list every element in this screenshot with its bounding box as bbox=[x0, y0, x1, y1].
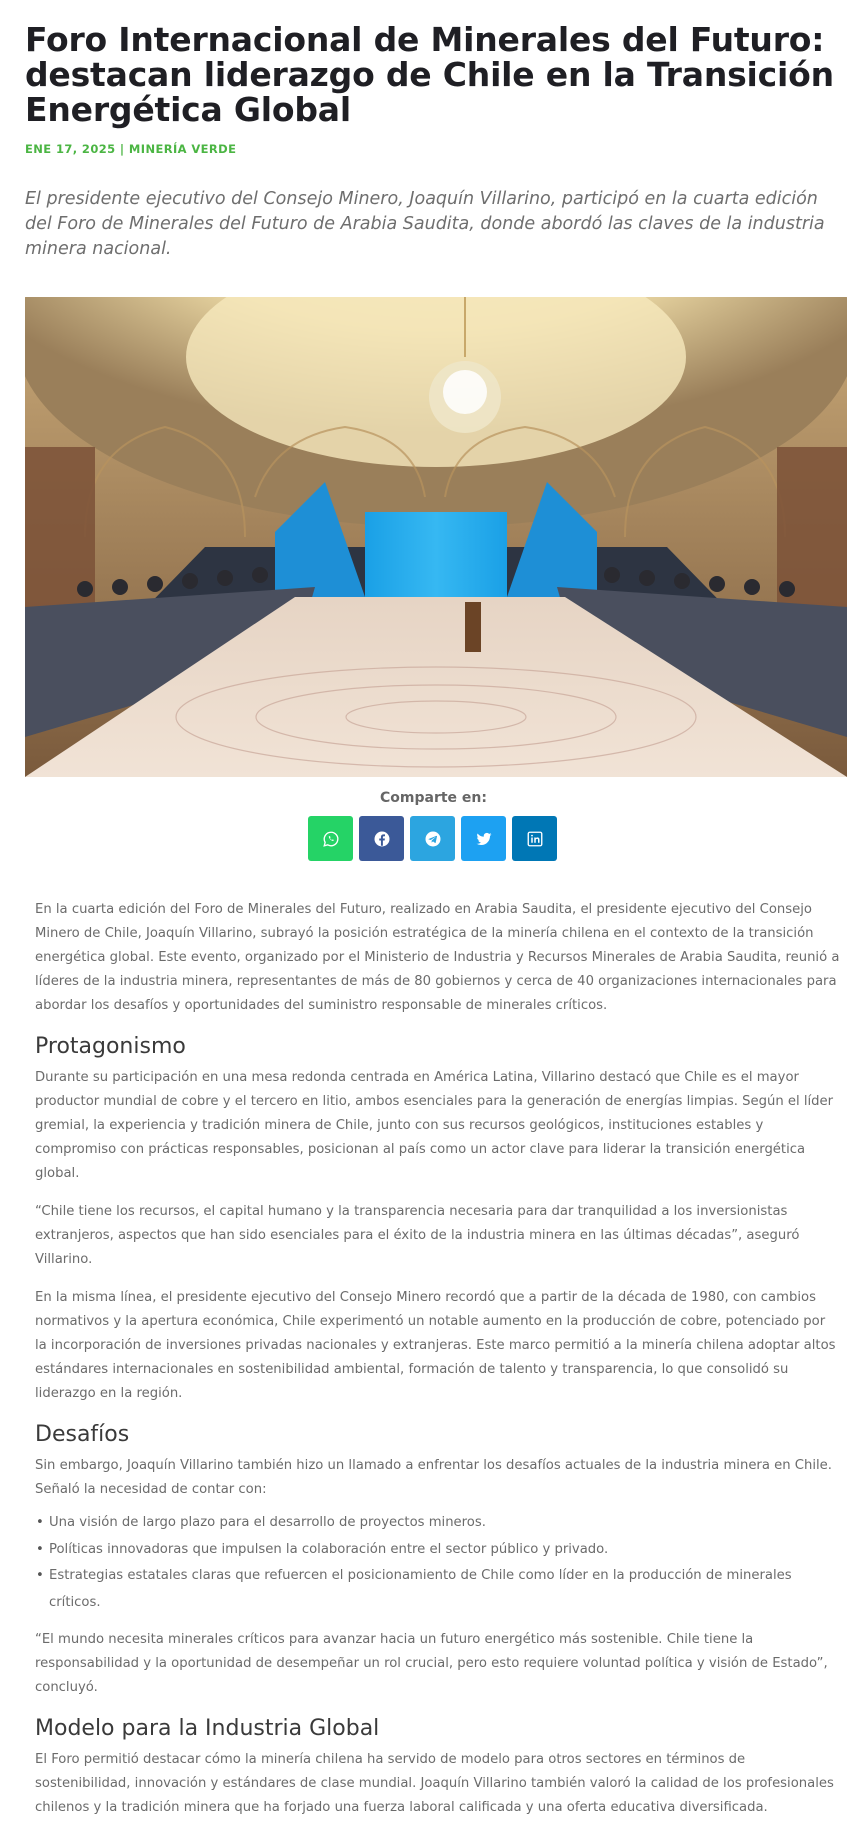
telegram-share-button[interactable] bbox=[410, 816, 455, 861]
whatsapp-share-button[interactable] bbox=[308, 816, 353, 861]
whatsapp-icon bbox=[322, 830, 340, 848]
quote-paragraph: “El mundo necesita minerales críticos para avanzar hacia un futuro energético más sostenible. Chile tiene la responsabilidad y la oportunidad de desempeñar un rol crucial, pero esto requiere voluntad política y visión de Estado”, concluyó. bbox=[35, 1632, 828, 1695]
twitter-icon bbox=[475, 830, 493, 848]
challenges-list bbox=[35, 1510, 840, 1616]
share-buttons bbox=[308, 816, 557, 862]
linkedin-share-button[interactable] bbox=[512, 816, 557, 861]
list-item: • Políticas innovadoras que impulsen la colaboración entre el sector público y privado. bbox=[49, 1537, 840, 1564]
list-item: • Una visión de largo plazo para el desarrollo de proyectos mineros. bbox=[49, 1510, 840, 1537]
article-lead: El presidente ejecutivo del Consejo Minero, Joaquín Villarino, participó en la cuarta edición del Foro de Minerales del Futuro de Arabia Saudita, donde abordó las claves de la industria minera nacional. bbox=[25, 189, 825, 259]
article-meta[interactable]: ENE 17, 2025 | MINERÍA VERDE bbox=[25, 142, 237, 156]
paragraph: El Foro permitió destacar cómo la minería chilena ha servido de modelo para otros sectores en términos de sostenibilidad, innovación y estándares de clase mundial. Joaquín Villarino también valoró la calidad de los profesionales chilenos y la tradición minera que ha forjado una fuerza laboral calificada y una oferta educativa diversificada. bbox=[35, 1752, 834, 1815]
twitter-share-button[interactable] bbox=[461, 816, 506, 861]
telegram-icon bbox=[424, 830, 442, 848]
paragraph: Durante su participación en una mesa redonda centrada en América Latina, Villarino destacó que Chile es el mayor productor mundial de cobre y el tercero en litio, ambos esenciales para la generación de energías limpias. Según el líder gremial, la experiencia y tradición minera de Chile, junto con sus recursos geológicos, instituciones estables y compromiso con prácticas responsables, posicionan al país como un actor clave para liderar la transición energética global. bbox=[35, 1070, 834, 1181]
paragraph: Sin embargo, Joaquín Villarino también hizo un llamado a enfrentar los desafíos actuales de la industria minera en Chile. Señaló la necesidad de contar con: bbox=[35, 1458, 832, 1497]
paragraph: En la misma línea, el presidente ejecutivo del Consejo Minero recordó que a partir de la década de 1980, con cambios normativos y la apertura económica, Chile experimentó un notable aumento en la producción de cobre, potenciado por la incorporación de inversiones privadas nacionales y extranjeras. Este marco permitió a la minería chilena adoptar altos estándares internacionales en sostenibilidad ambiental, formación de talento y transparencia, lo que consolidó su liderazgo en la región. bbox=[35, 1290, 836, 1401]
paragraph: En la cuarta edición del Foro de Minerales del Futuro, realizado en Arabia Saudita, el presidente ejecutivo del Consejo Minero de Chile, Joaquín Villarino, subrayó la posición estratégica de la minería chilena en el contexto de la transición energética global. Este evento, organizado por el Ministerio de Industria y Recursos Minerales de Arabia Saudita, reunió a líderes de la industria minera, representantes de más de 80 gobiernos y cerca de 40 organizaciones internacionales para abordar los desafíos y oportunidades del suministro responsable de minerales críticos. bbox=[35, 902, 840, 1013]
share-label: Comparte en: bbox=[380, 790, 487, 806]
facebook-icon bbox=[373, 830, 391, 848]
section-heading-desafios: Desafíos bbox=[35, 1422, 130, 1447]
facebook-share-button[interactable] bbox=[359, 816, 404, 861]
quote-paragraph: “Chile tiene los recursos, el capital humano y la transparencia necesaria para dar tranquilidad a los inversionistas extranjeros, aspectos que han sido esenciales para el éxito de la industria minera en las últimas décadas”, aseguró Villarino. bbox=[35, 1204, 800, 1267]
article-title: Foro Internacional de Minerales del Futuro: destacan liderazgo de Chile en la Transición Energética Global bbox=[25, 20, 834, 129]
linkedin-icon bbox=[526, 830, 544, 848]
section-heading-protagonismo: Protagonismo bbox=[35, 1034, 186, 1059]
hero-image bbox=[25, 297, 847, 777]
section-heading-modelo: Modelo para la Industria Global bbox=[35, 1716, 380, 1741]
list-item: • Estrategias estatales claras que refuercen el posicionamiento de Chile como líder en la producción de minerales críticos. bbox=[49, 1563, 840, 1616]
conference-hall-photo bbox=[25, 297, 847, 777]
article-body bbox=[35, 898, 840, 1834]
